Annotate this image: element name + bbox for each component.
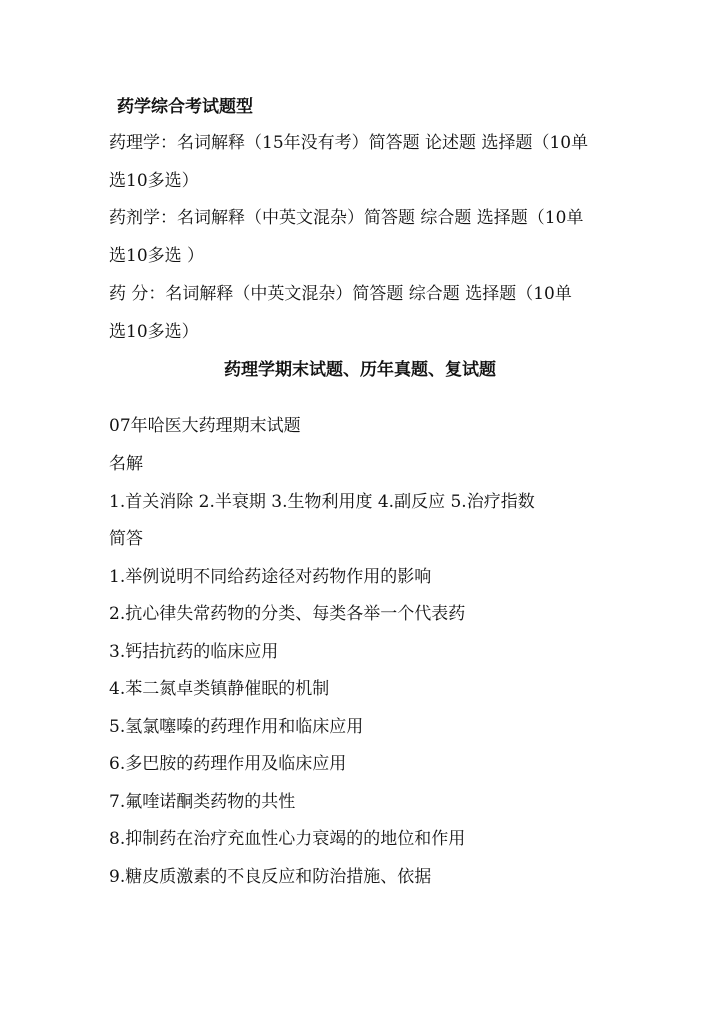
question-item: 7.氟喹诺酮类药物的共性 — [109, 792, 296, 812]
question-item: 5.氢氯噻嗪的药理作用和临床应用 — [109, 717, 364, 737]
question-item: 4.苯二氮卓类镇静催眠的机制 — [109, 679, 330, 699]
question-item: 9.糖皮质激素的不良反应和防治措施、依据 — [109, 867, 432, 887]
section-title: 药理学期末试题、历年真题、复试题 — [224, 360, 496, 380]
exam-type-line: 药 分：名词解释（中英文混杂）简答题 综合题 选择题（10单 — [109, 284, 572, 304]
question-item: 6.多巴胺的药理作用及临床应用 — [109, 754, 347, 774]
question-item: 2.抗心律失常药物的分类、每类各举一个代表药 — [109, 604, 466, 624]
exam-type-line: 选10多选） — [109, 171, 199, 191]
terms-heading: 名解 — [109, 454, 143, 474]
terms-line: 1.首关消除 2.半衰期 3.生物利用度 4.副反应 5.治疗指数 — [109, 492, 535, 512]
exam-type-line: 药剂学：名词解释（中英文混杂）简答题 综合题 选择题（10单 — [109, 208, 584, 228]
exam-type-line: 选10多选 ） — [109, 246, 205, 266]
question-item: 3.钙拮抗药的临床应用 — [109, 642, 279, 662]
short-answer-heading: 简答 — [109, 529, 143, 549]
question-item: 1.举例说明不同给药途径对药物作用的影响 — [109, 567, 432, 587]
question-item: 8.抑制药在治疗充血性心力衰竭的的地位和作用 — [109, 829, 466, 849]
exam-type-title: 药学综合考试题型 — [117, 97, 253, 117]
exam-type-line: 药理学：名词解释（15年没有考）简答题 论述题 选择题（10单 — [109, 133, 589, 153]
exam-type-line: 选10多选） — [109, 322, 199, 342]
exam-title: 07年哈医大药理期末试题 — [109, 416, 301, 436]
